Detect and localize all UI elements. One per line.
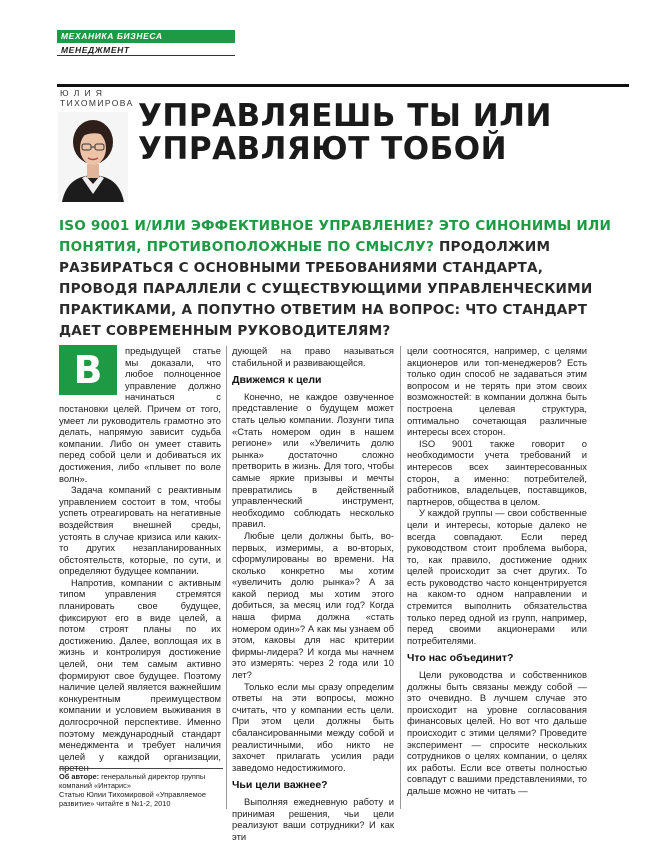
paragraph: Напротив, компании с активным типом управления стремятся планировать свое будущее, фиксируют его в виде целей, а потом строят планы по их достижению. Далее, воплощая их в жизнь и контролируя достижение целей, они тем самым активно формируют свое будущее. Поэтому наличие целей является важнейшим конкурентным преимуществом компании и условием выживания в долгосрочной перспективе. Именно поэтому международный стандарт менеджмента и требует наличия целей у каждой организации, претен- (59, 576, 221, 774)
drop-cap: В (59, 345, 117, 395)
paragraph: цели соотносятся, например, с целями акционеров или топ-менеджеров? Есть только один способ не задаваться этим вопросом и не терять при этом своих возможностей: в компании должна быть построена целевая структура, оптимально сочетающая различные интересы всех сторон. (407, 345, 587, 438)
footnote-bio: генеральный директор группы компаний «Интарис» (59, 772, 206, 790)
paragraph: Только если мы сразу определим ответы на эти вопросы, можно считать, что у компании есть цели. При этом цели должны быть сбалансированными между собой и реалистичными, ибо никто не захочет прилагать усилия ради заведомо недостижимого. (232, 680, 394, 773)
subsection-rubric: МЕНЕДЖМЕНТ (57, 45, 235, 56)
paragraph: Любые цели должны быть, во-первых, измеримы, а во-вторых, сформулированы во времени. На сколько конкретно мы хотим «увеличить долю рынка»? А за какой период мы хотим этого добиться, за месяц или год? Когда наша фирма должна «стать номером один»? А как мы узнаем об этом, каковы для нас критерии фирмы-лидера? И когда мы начнем это измерять: через 2 года или 10 лет? (232, 529, 394, 681)
section-heading: Движемся к цели (232, 374, 322, 387)
paragraph: Выполняя ежедневную работу и принимая решения, чьи цели реализуют ваши сотрудники? И как эти (232, 795, 394, 842)
lead-question: ISO 9001 И/ИЛИ ЭФФЕКТИВНОЕ УПРАВЛЕНИЕ? ЭТО СИНОНИМЫ ИЛИ ПОНЯТИЯ, ПРОТИВОПОЛОЖНЫЕ ПО СМЫСЛУ? (59, 218, 612, 255)
author-footnote (59, 768, 223, 808)
author-portrait-image (58, 112, 128, 202)
text-column-1 (59, 345, 221, 774)
author-photo (58, 112, 128, 202)
lead-text: ПРОДОЛЖИМ РАЗБИРАТЬСЯ С ОСНОВНЫМИ ТРЕБОВАНИЯМИ СТАНДАРТА, ПРОВОДЯ ПАРАЛЛЕЛИ С СУЩЕСТВУЮЩИМИ УПРАВЛЕНЧЕСКИМИ ПРАКТИКАМИ, А ПОПУТНО ОТВЕТИМ НА ВОПРОС: ЧТО СТАНДАРТ ДАЕТ СОВРЕМЕННЫМ РУКОВОДИТЕЛЯМ? (59, 239, 593, 339)
paragraph: ISO 9001 также говорит о необходимости учета требований и интересов всех заинтересованных сторон, а именно: потребителей, работников, владельцев, поставщиков, партнеров, общества в целом. (407, 437, 587, 507)
section-rubric: МЕХАНИКА БИЗНЕСА (57, 30, 235, 43)
author-last-name: ТИХОМИРОВА (60, 97, 134, 108)
text-column-3 (407, 345, 587, 797)
article-lead (59, 216, 619, 342)
author-name (60, 89, 134, 108)
paragraph: дующей на право называться стабильной и развивающейся. (232, 345, 394, 368)
paragraph: Задача компаний с реактивным управлением состоит в том, чтобы успеть отреагировать на негативные воздействия внешней среды, устоять в случае кризиса или каких-то других незапланированных обстоятельств, которые, по сути, и определяют будущее компании. (59, 484, 221, 577)
section-heading: Что нас объединит? (407, 652, 514, 665)
column-divider-1 (226, 346, 227, 809)
top-divider (57, 84, 629, 87)
footnote-label: Об авторе: (59, 772, 100, 781)
author-first-name: Ю Л И Я (60, 88, 104, 98)
paragraph: Конечно, не каждое озвученное представление о будущем может стать целью компании. Лозунги типа «Стать номером один в нашем регионе» или «Увеличить долю рынка» достаточно сложно претворить в жизнь. Для того, чтобы самые яркие призывы и мечты превратились в действенный управленческий инструмент, необходимо соблюдать несколько правил. (232, 390, 394, 530)
paragraph: Цели руководства и собственников должны быть связаны между собой — это очевидно. В лучшем случае это происходит на уровне согласования финансовых целей. Но вот что дальше происходит с этими целями? Проведите эксперимент — спросите нескольких сотрудников о целях компании, о целях их работы. Если все ответы полностью совпадут с вашими представлениями, то дальше можно не читать — (407, 669, 587, 796)
article-headline: УПРАВЛЯЕШЬ ТЫ ИЛИ УПРАВЛЯЮТ ТОБОЙ (138, 98, 552, 167)
paragraph: У каждой группы — свои собственные цели и интересы, которые далеко не всегда совпадают. Если перед руководством стоит проблема выбора, то, как правило, достижение одних целей происходит за счет других. То есть руководство часто концентрируется на каком-то одном направлении и стремится выполнить обязательства только перед одной из групп, например, перед своими акционерами или потребителями. (407, 507, 587, 646)
text-column-2 (232, 345, 394, 842)
footnote-article-ref: Статью Юлии Тихомировой «Управляемое развитие» читайте в №1-2, 2010 (59, 790, 206, 808)
column-divider-2 (400, 346, 401, 809)
section-heading: Чьи цели важнее? (232, 779, 328, 792)
paragraph: предыдущей статье мы доказали, что любое полноценное управление должно начинаться с постановки целей. Причем от того, умеет ли руководитель грамотно это делать, напрямую зависит судьба компании. Либо он умеет ставить перед собой цели и добиваться их достижения, либо «плывет по воле волн». (59, 345, 221, 484)
